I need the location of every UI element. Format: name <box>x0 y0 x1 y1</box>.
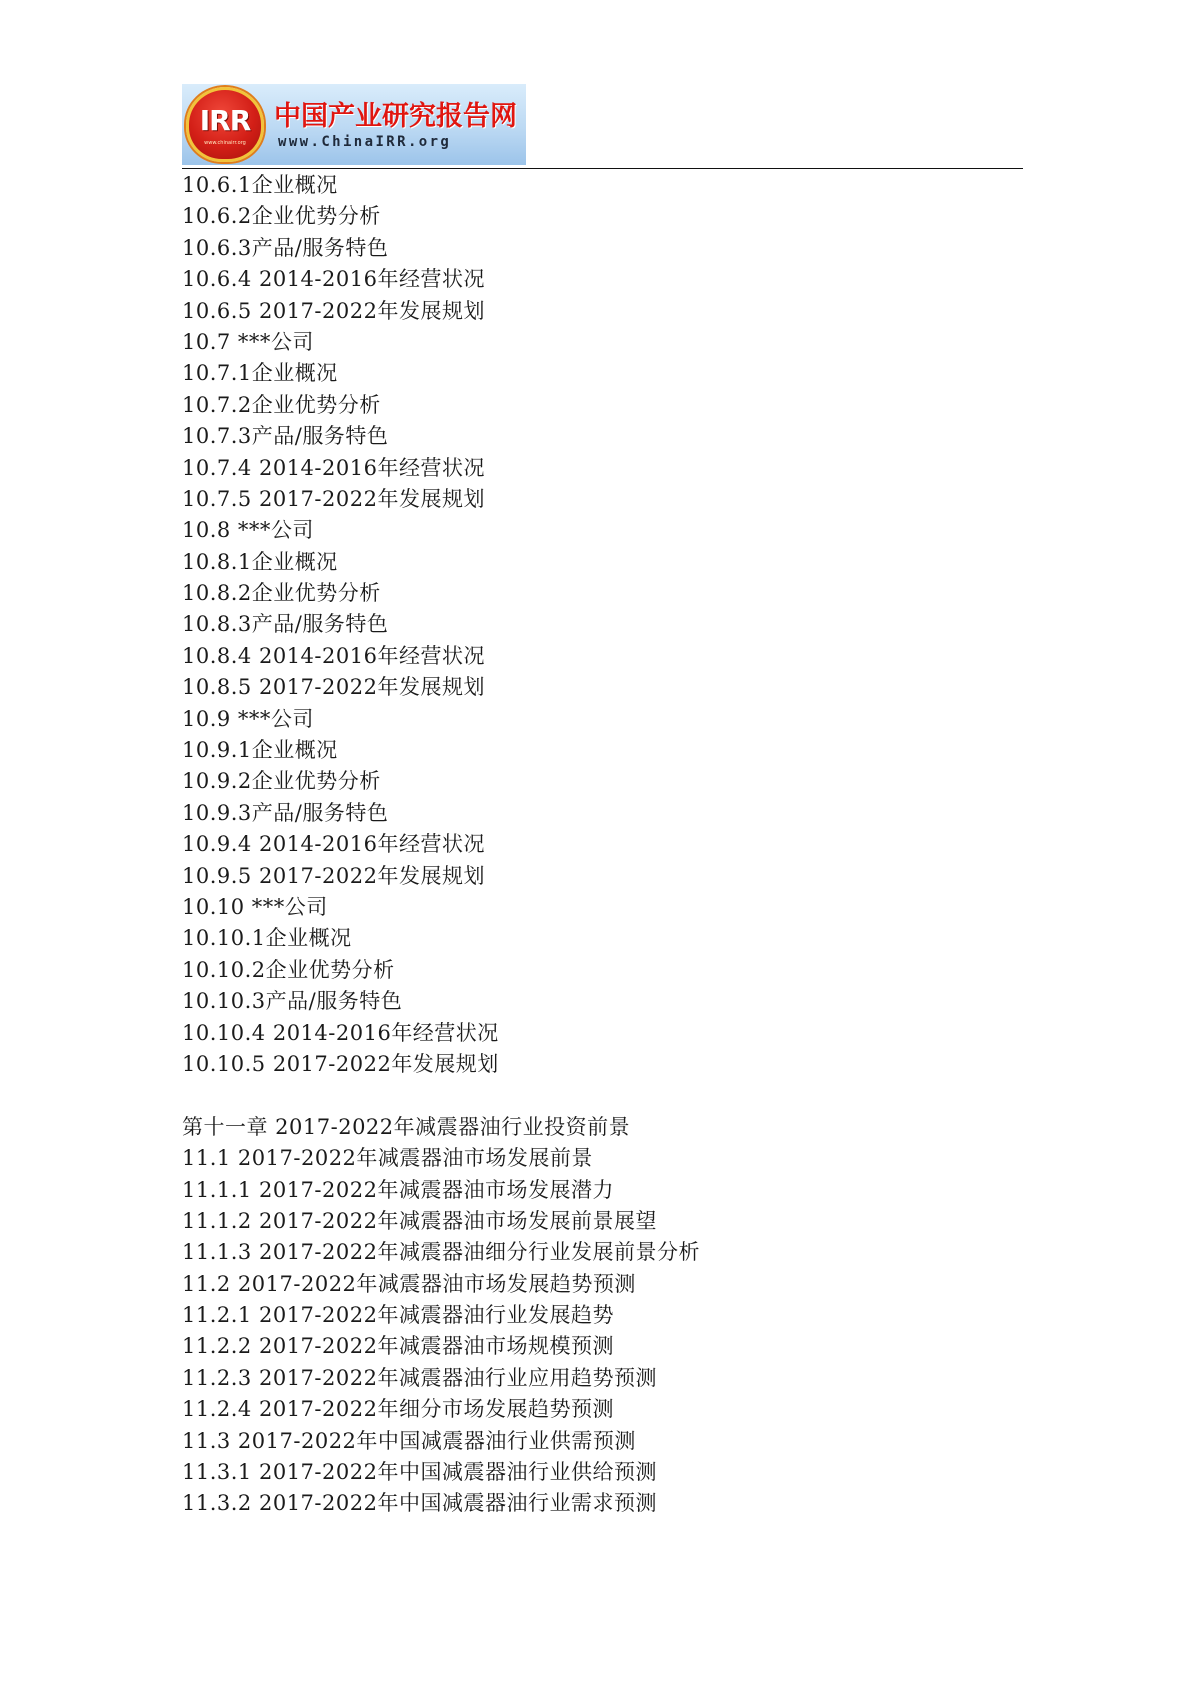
toc-entry: 10.8.1企业概况 <box>182 549 338 574</box>
toc-entry: 11.1.2 2017-2022年减震器油市场发展前景展望 <box>182 1208 657 1233</box>
chapter-heading: 第十一章 2017-2022年减震器油行业投资前景 <box>182 1114 631 1139</box>
logo-badge-text: IRR <box>199 104 251 137</box>
toc-entry: 10.7.5 2017-2022年发展规划 <box>182 486 485 511</box>
toc-entry: 10.10.4 2014-2016年经营状况 <box>182 1020 499 1045</box>
toc-entry: 10.7.1企业概况 <box>182 361 338 386</box>
toc-entry: 10.8.5 2017-2022年发展规划 <box>182 675 485 700</box>
toc-entry: 11.2.1 2017-2022年减震器油行业发展趋势 <box>182 1303 614 1328</box>
toc-entry: 11.2.4 2017-2022年细分市场发展趋势预测 <box>182 1397 614 1422</box>
toc-entry: 10.6.4 2014-2016年经营状况 <box>182 267 485 292</box>
toc-entry: 10.10.3产品/服务特色 <box>182 989 403 1014</box>
toc-entry: 11.2.3 2017-2022年减震器油行业应用趋势预测 <box>182 1365 657 1390</box>
toc-entry: 10.10.5 2017-2022年发展规划 <box>182 1051 499 1076</box>
toc-entry: 10.7 ***公司 <box>182 329 314 354</box>
toc-entry: 11.1 2017-2022年减震器油市场发展前景 <box>182 1146 593 1171</box>
toc-entry: 11.1.1 2017-2022年减震器油市场发展潜力 <box>182 1177 614 1202</box>
toc-entry: 10.9.2企业优势分析 <box>182 769 381 794</box>
toc-entry: 10.6.3产品/服务特色 <box>182 235 389 260</box>
toc-entry: 10.9.4 2014-2016年经营状况 <box>182 832 485 857</box>
toc-entry: 11.1.3 2017-2022年减震器油细分行业发展前景分析 <box>182 1240 700 1265</box>
toc-entry: 11.2.2 2017-2022年减震器油市场规模预测 <box>182 1334 614 1359</box>
toc-entry: 10.10.1企业概况 <box>182 926 352 951</box>
toc-entry: 10.8.3产品/服务特色 <box>182 612 389 637</box>
toc-group-chapter-11 <box>182 1112 1082 1520</box>
toc-entry: 11.3 2017-2022年中国减震器油行业供需预测 <box>182 1428 636 1453</box>
site-logo <box>182 84 526 165</box>
toc-entry: 10.6.5 2017-2022年发展规划 <box>182 298 485 323</box>
toc-group-chapter-10 <box>182 170 1082 1080</box>
toc-entry: 10.10 ***公司 <box>182 894 328 919</box>
header-divider <box>182 168 1023 169</box>
toc-entry: 10.9.5 2017-2022年发展规划 <box>182 863 485 888</box>
toc-entry: 10.8.2企业优势分析 <box>182 581 381 606</box>
logo-shield-emblem <box>186 87 264 162</box>
logo-site-name: 中国产业研究报告网 <box>274 101 517 132</box>
toc-entry: 11.3.1 2017-2022年中国减震器油行业供给预测 <box>182 1460 657 1485</box>
table-of-contents <box>182 170 1082 1520</box>
toc-entry: 10.9.3产品/服务特色 <box>182 800 389 825</box>
toc-entry: 10.8.4 2014-2016年经营状况 <box>182 643 485 668</box>
toc-entry: 11.3.2 2017-2022年中国减震器油行业需求预测 <box>182 1491 657 1516</box>
toc-entry: 10.6.1企业概况 <box>182 173 338 197</box>
toc-entry: 10.10.2企业优势分析 <box>182 957 395 982</box>
toc-entry: 10.7.3产品/服务特色 <box>182 424 389 449</box>
logo-badge-subtext: www.chinairr.org <box>204 140 246 146</box>
toc-entry: 11.2 2017-2022年减震器油市场发展趋势预测 <box>182 1271 636 1296</box>
toc-entry: 10.7.4 2014-2016年经营状况 <box>182 455 485 480</box>
logo-site-url: www.ChinaIRR.org <box>278 134 452 150</box>
toc-entry: 10.9.1企业概况 <box>182 738 338 763</box>
toc-entry: 10.6.2企业优势分析 <box>182 204 381 229</box>
toc-entry: 10.7.2企业优势分析 <box>182 392 381 417</box>
toc-entry: 10.9 ***公司 <box>182 706 314 731</box>
toc-entry: 10.8 ***公司 <box>182 518 314 543</box>
